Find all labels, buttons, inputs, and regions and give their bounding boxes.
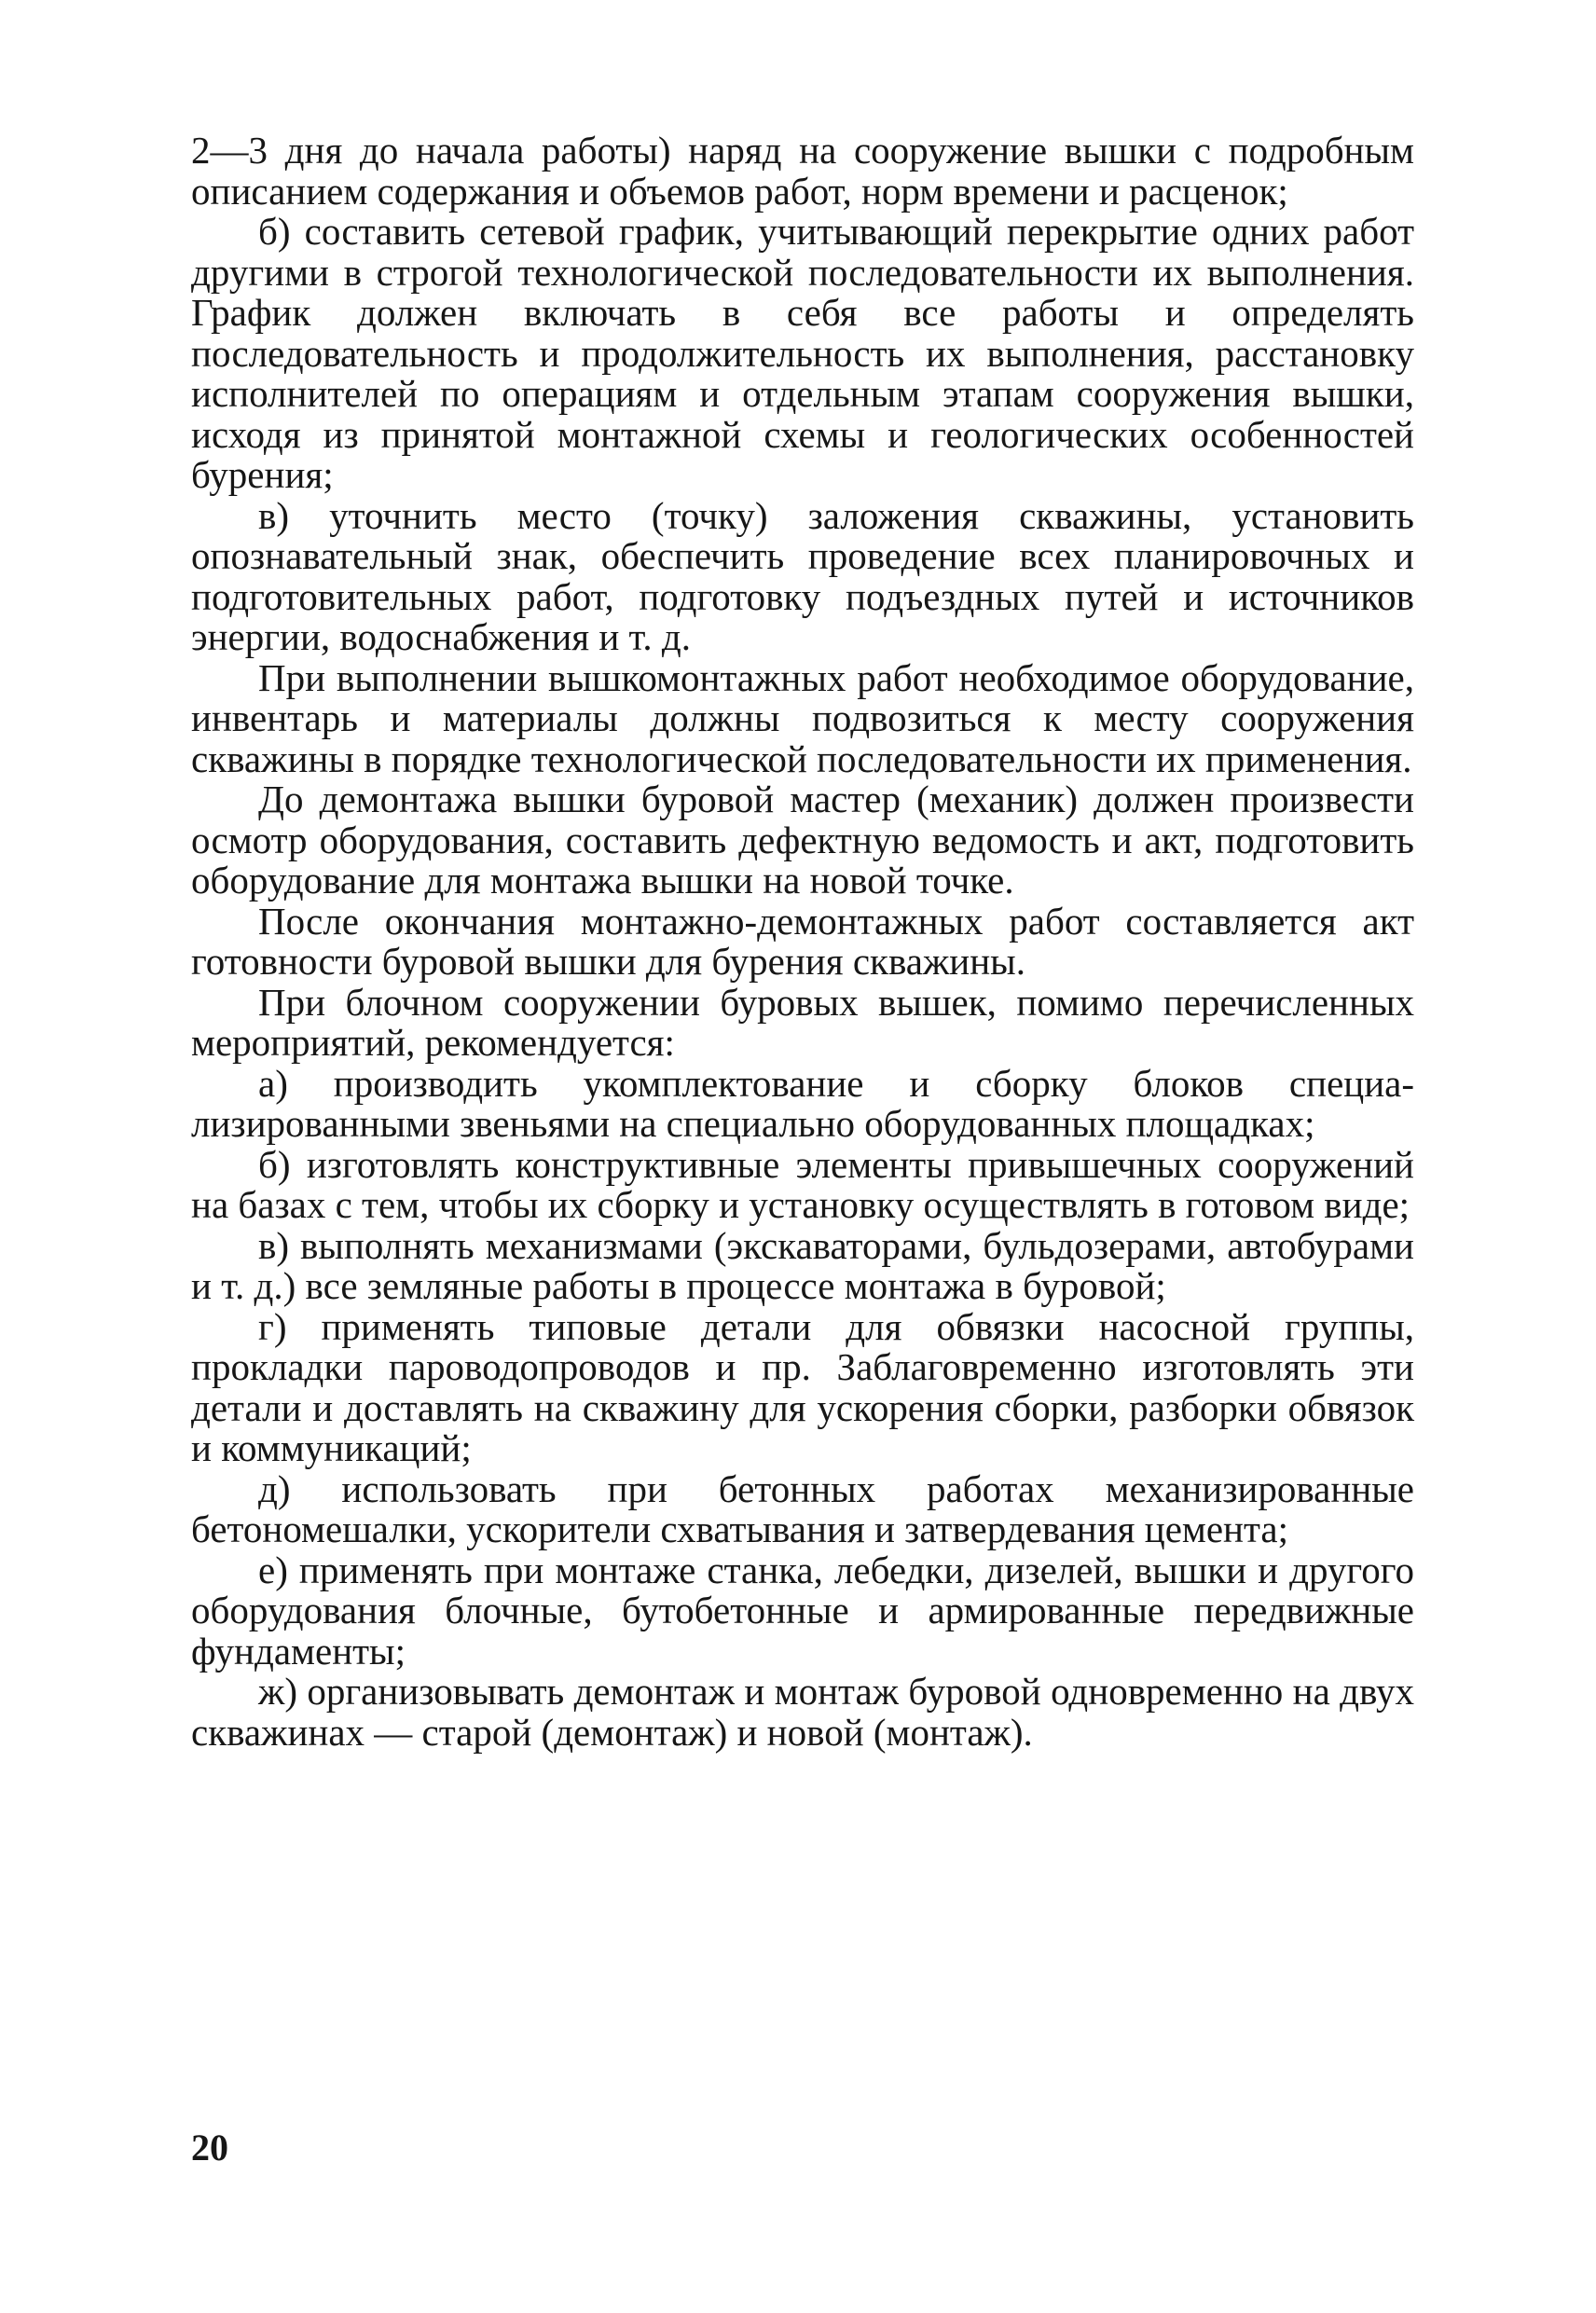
paragraph-item-b-network-schedule: б) составить сетевой график, учитывающий перекрытие одних работ другими в строгой технологической последовательности их выполнения. График должен включать в себя все работы и определять последовательность и продолжительность их выполнения, расстановку исполнителей по операциям и отдельным этапам сооружения вышки, исходя из принятой монтажной схемы и геологических особенностей бурения;: [191, 210, 1414, 496]
paragraph-item-e-foundations: е) применять при монтаже станка, лебедки, дизелей, вышки и другого оборудования блочные, бутобетонные и армированные передвижные фундаменты;: [191, 1548, 1414, 1673]
paragraph-equipment-delivery: При выполнении вышкомонтажных работ необходимое оборудование, инвентарь и материалы должны подвозиться к месту сооружения скважины в порядке технологической последовательности их применения.: [191, 655, 1414, 780]
paragraph-item-a-block-assembly: а) производить укомплектование и сборку блоков специализированными звеньями на специально оборудованных площадках;: [191, 1061, 1414, 1145]
paragraph-continuation: 2—3 дня до начала работы) наряд на сооружение вышки с подробным описанием содержания и объемов работ, норм времени и расценок;: [191, 129, 1414, 213]
page-body: [191, 131, 1414, 1753]
paragraph-item-b-structural-elements: б) изготовлять конструктивные элементы привышечных сооружений на базах с тем, чтобы их сборку и установку осуществлять в готовом виде;: [191, 1142, 1414, 1226]
paragraph-item-zh-simultaneous-works: ж) организовывать демонтаж и монтаж буровой одновременно на двух скважинах — старой (демонтаж) и новой (монтаж).: [191, 1670, 1414, 1754]
page-number: 20: [191, 2127, 228, 2168]
paragraph-block-construction-intro: При блочном сооружении буровых вышек, помимо перечисленных мероприятий, рекомендуется:: [191, 980, 1414, 1064]
paragraph-item-v-earthworks: в) выполнять механизмами (экскаваторами, бульдозерами, автобурами и т. д.) все земляные работы в процессе монтажа в буровой;: [191, 1223, 1414, 1307]
paragraph-readiness-act: После окончания монтажно-демонтажных работ составляется акт готовности буровой вышки для бурения скважины.: [191, 899, 1414, 983]
paragraph-item-v-well-location: в) уточнить место (точку) заложения скважины, установить опознавательный знак, обеспечить проведение всех планировочных и подготовительных работ, подготовку подъездных путей и источников энергии, водоснабжения и т. д.: [191, 493, 1414, 658]
paragraph-item-g-standard-parts: г) применять типовые детали для обвязки насосной группы, прокладки пароводопроводов и пр. Заблаговременно изготовлять эти детали и доставлять на скважину для ускорения сборки, разборки обвязок и коммуникаций;: [191, 1304, 1414, 1469]
paragraph-item-d-concrete-works: д) использовать при бетонных работах механизированные бетономешалки, ускорители схватывания и затвердевания цемента;: [191, 1466, 1414, 1550]
paragraph-dismantling-inspection: До демонтажа вышки буровой мастер (механик) должен произвести осмотр оборудования, составить дефектную ведомость и акт, подготовить оборудование для монтажа вышки на новой точке.: [191, 778, 1414, 902]
